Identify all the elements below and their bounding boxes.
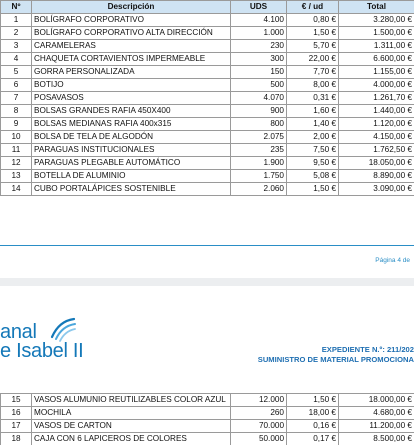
row-description: BOTIJO (32, 79, 231, 92)
row-total: 11.200,00 € (339, 420, 414, 433)
header-n: Nº (1, 1, 32, 14)
row-number: 9 (1, 118, 32, 131)
row-number: 2 (1, 27, 32, 40)
table-row (1, 183, 414, 196)
row-uds: 150 (231, 66, 287, 79)
footer-rule (0, 245, 414, 246)
header-total: Total (339, 1, 414, 14)
row-number: 1 (1, 14, 32, 27)
row-number: 12 (1, 157, 32, 170)
row-description: BOLSAS GRANDES RAFIA 450X400 (32, 105, 231, 118)
row-unit-price: 18,00 € (287, 407, 339, 420)
row-total: 8.890,00 € (339, 170, 414, 183)
row-uds: 4.100 (231, 14, 287, 27)
table-row (1, 131, 414, 144)
row-unit-price: 1,50 € (287, 394, 339, 407)
row-unit-price: 1,40 € (287, 118, 339, 131)
row-number: 17 (1, 420, 32, 433)
row-unit-price: 2,00 € (287, 131, 339, 144)
row-description: POSAVASOS (32, 92, 231, 105)
row-unit-price: 22,00 € (287, 53, 339, 66)
row-number: 7 (1, 92, 32, 105)
table-row (1, 53, 414, 66)
row-total: 1.155,00 € (339, 66, 414, 79)
row-uds: 4.070 (231, 92, 287, 105)
table-row (1, 394, 414, 407)
row-uds: 1.750 (231, 170, 287, 183)
row-description: BOLSAS MEDIANAS RAFIA 400x315 (32, 118, 231, 131)
expediente-number: EXPEDIENTE N.º: 211/202 (321, 345, 414, 354)
row-unit-price: 7,70 € (287, 66, 339, 79)
table-row (1, 27, 414, 40)
row-unit-price: 9,50 € (287, 157, 339, 170)
header-uds: UDS (231, 1, 287, 14)
table-row (1, 118, 414, 131)
table-row (1, 92, 414, 105)
row-total: 3.280,00 € (339, 14, 414, 27)
row-description: BOTELLA DE ALUMINIO (32, 170, 231, 183)
row-uds: 2.060 (231, 183, 287, 196)
table-row (1, 40, 414, 53)
row-total: 1.440,00 € (339, 105, 414, 118)
row-unit-price: 1,60 € (287, 105, 339, 118)
row-uds: 260 (231, 407, 287, 420)
table-row (1, 157, 414, 170)
logo-wave-icon (50, 316, 76, 342)
row-uds: 500 (231, 79, 287, 92)
row-description: CUBO PORTALÁPICES SOSTENIBLE (32, 183, 231, 196)
row-unit-price: 8,00 € (287, 79, 339, 92)
row-uds: 1.000 (231, 27, 287, 40)
document-page-2 (0, 286, 414, 445)
row-description: BOLÍGRAFO CORPORATIVO (32, 14, 231, 27)
table-row (1, 407, 414, 420)
row-total: 1.120,00 € (339, 118, 414, 131)
row-description: VASOS DE CARTON (32, 420, 231, 433)
row-total: 3.090,00 € (339, 183, 414, 196)
row-description: PARAGUAS INSTITUCIONALES (32, 144, 231, 157)
row-description: MOCHILA (32, 407, 231, 420)
table-row (1, 66, 414, 79)
row-total: 1.311,00 € (339, 40, 414, 53)
row-unit-price: 0,17 € (287, 433, 339, 445)
row-unit-price: 1,50 € (287, 183, 339, 196)
expediente-title: SUMINISTRO DE MATERIAL PROMOCIONA (257, 355, 414, 364)
logo-line-2: e Isabel II (0, 340, 84, 362)
row-unit-price: 0,16 € (287, 420, 339, 433)
row-number: 14 (1, 183, 32, 196)
row-description: CHAQUETA CORTAVIENTOS IMPERMEABLE (32, 53, 231, 66)
row-uds: 900 (231, 105, 287, 118)
row-uds: 300 (231, 53, 287, 66)
row-number: 3 (1, 40, 32, 53)
row-number: 5 (1, 66, 32, 79)
row-uds: 1.900 (231, 157, 287, 170)
row-uds: 2.075 (231, 131, 287, 144)
row-total: 1.500,00 € (339, 27, 414, 40)
row-total: 18.050,00 € (339, 157, 414, 170)
items-table-continued (0, 393, 414, 445)
row-total: 4.000,00 € (339, 79, 414, 92)
row-uds: 800 (231, 118, 287, 131)
row-total: 6.600,00 € (339, 53, 414, 66)
row-number: 13 (1, 170, 32, 183)
row-description: CAJA CON 6 LAPICEROS DE COLORES (32, 433, 231, 445)
header-precio: € / ud (287, 1, 339, 14)
row-number: 11 (1, 144, 32, 157)
row-total: 4.680,00 € (339, 407, 414, 420)
row-number: 8 (1, 105, 32, 118)
page-separator (0, 278, 414, 286)
row-total: 1.762,50 € (339, 144, 414, 157)
row-total: 18.000,00 € (339, 394, 414, 407)
row-description: BOLSA DE TELA DE ALGODÓN (32, 131, 231, 144)
row-uds: 12.000 (231, 394, 287, 407)
row-unit-price: 5,70 € (287, 40, 339, 53)
row-number: 16 (1, 407, 32, 420)
row-total: 4.150,00 € (339, 131, 414, 144)
row-unit-price: 0,31 € (287, 92, 339, 105)
row-uds: 230 (231, 40, 287, 53)
row-description: BOLÍGRAFO CORPORATIVO ALTA DIRECCIÓN (32, 27, 231, 40)
row-uds: 50.000 (231, 433, 287, 445)
table-row (1, 105, 414, 118)
row-number: 18 (1, 433, 32, 445)
row-number: 4 (1, 53, 32, 66)
table-row (1, 144, 414, 157)
table-row (1, 420, 414, 433)
row-unit-price: 1,50 € (287, 27, 339, 40)
table-row (1, 433, 414, 445)
table-row (1, 170, 414, 183)
expediente-block (258, 345, 414, 365)
header-descripcion: Descripción (32, 1, 231, 14)
row-description: CARAMELERAS (32, 40, 231, 53)
row-number: 15 (1, 394, 32, 407)
row-uds: 70.000 (231, 420, 287, 433)
row-unit-price: 7,50 € (287, 144, 339, 157)
page-number: Página 4 de (375, 257, 410, 264)
row-number: 10 (1, 131, 32, 144)
row-total: 1.261,70 € (339, 92, 414, 105)
table-header-row (1, 1, 414, 14)
row-description: PARAGUAS PLEGABLE AUTOMÁTICO (32, 157, 231, 170)
logo-line-1: anal (0, 321, 37, 343)
items-table (0, 0, 414, 196)
row-unit-price: 5,08 € (287, 170, 339, 183)
row-number: 6 (1, 79, 32, 92)
row-description: GORRA PERSONALIZADA (32, 66, 231, 79)
row-unit-price: 0,80 € (287, 14, 339, 27)
table-row (1, 14, 414, 27)
row-total: 8.500,00 € (339, 433, 414, 445)
row-uds: 235 (231, 144, 287, 157)
table-row (1, 79, 414, 92)
row-description: VASOS ALUMUNIO REUTILIZABLES COLOR AZUL (32, 394, 231, 407)
